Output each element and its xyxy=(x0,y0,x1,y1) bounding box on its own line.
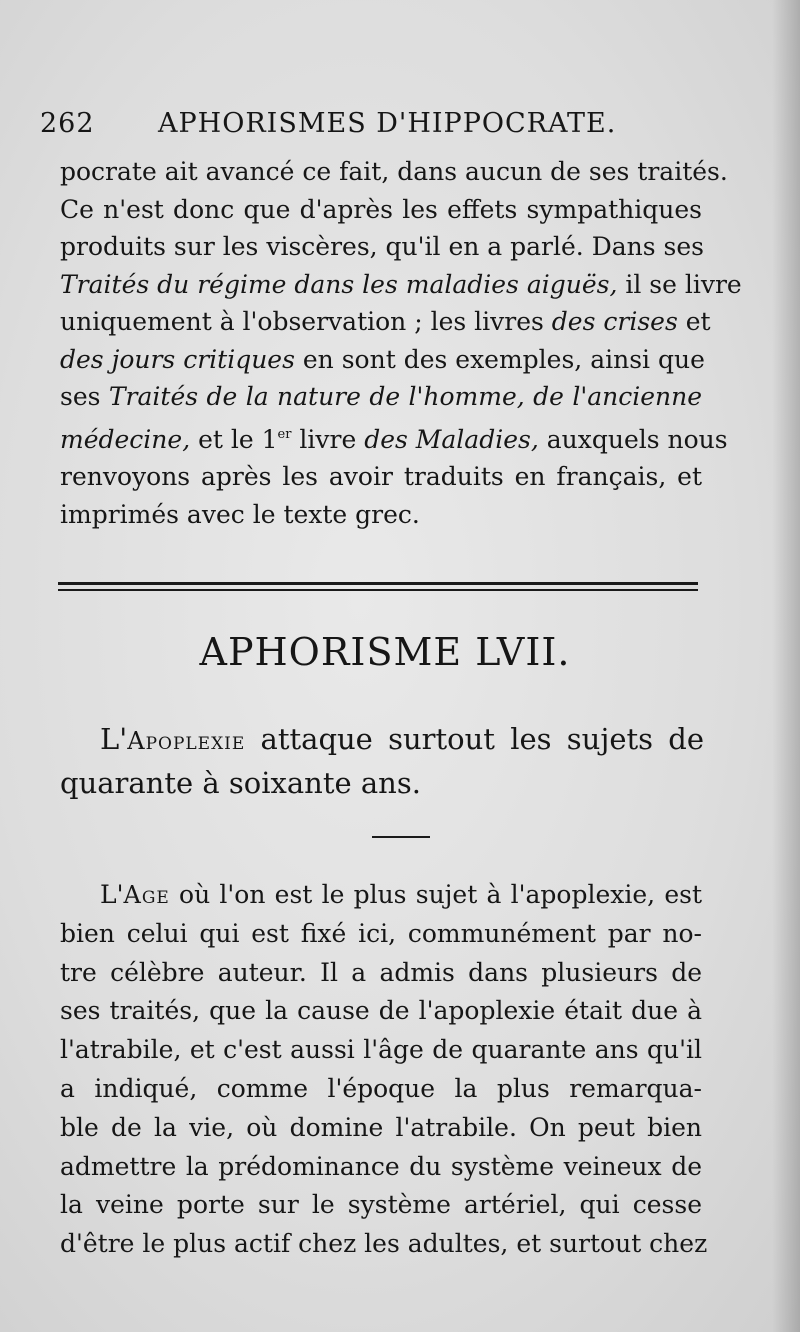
text-line: ses traités, que la cause de l'apoplexie était due à xyxy=(60,996,702,1026)
text-line: pocrate ait avancé ce fait, dans aucun de ses traités. xyxy=(60,157,728,186)
text-span: ses xyxy=(60,382,109,411)
short-rule-divider xyxy=(372,836,430,838)
page-header xyxy=(40,108,720,148)
text-span: il se livre xyxy=(617,269,742,299)
text-span: attaque surtout les sujets de xyxy=(245,722,704,756)
text-line: imprimés avec le texte grec. xyxy=(60,499,420,529)
text-line xyxy=(60,341,705,379)
text-span: auxquels nous xyxy=(538,424,728,454)
commentary-paragraph xyxy=(60,876,708,1264)
italic-title: médecine, xyxy=(60,424,191,454)
text-line xyxy=(60,876,702,915)
text-span: où l'on est le plus sujet à l'apoplexie, est xyxy=(169,880,702,909)
page-number: 262 xyxy=(40,108,95,139)
italic-title: Traités du régime dans les maladies aiguës, xyxy=(60,269,618,299)
text-line: quarante à soixante ans. xyxy=(60,766,421,800)
text-line xyxy=(60,378,702,416)
text-span: L' xyxy=(100,722,128,756)
double-rule-divider xyxy=(58,582,698,594)
text-span: L' xyxy=(100,880,124,909)
text-span: en sont des exemples, ainsi que xyxy=(294,344,705,374)
text-line: Ce n'est donc que d'après les effets sympathiques xyxy=(60,194,702,224)
text-line: admettre la prédominance du système veineux de xyxy=(60,1151,702,1181)
text-line: produits sur les viscères, qu'il en a parlé. Dans ses xyxy=(60,232,704,261)
rule-thick xyxy=(58,582,698,585)
text-line xyxy=(60,416,728,459)
small-caps-word: Age xyxy=(123,881,170,909)
text-line: l'atrabile, et c'est aussi l'âge de quarante ans qu'il xyxy=(60,1035,702,1065)
aphorism-heading: APHORISME LVII. xyxy=(199,630,571,674)
superscript: er xyxy=(277,426,292,442)
text-line: ble de la vie, où domine l'atrabile. On peut bien xyxy=(60,1112,702,1142)
text-line: renvoyons après les avoir traduits en français, et xyxy=(60,462,702,491)
aphorism-text xyxy=(60,718,704,804)
running-head: APHORISMES D'HIPPOCRATE. xyxy=(158,108,617,139)
text-span: livre xyxy=(291,424,365,454)
rule-thin xyxy=(58,589,698,591)
small-caps-word: Apoplexie xyxy=(127,727,246,755)
text-span: et xyxy=(677,307,711,336)
text-line: a indiqué, comme l'époque la plus remarqua- xyxy=(60,1073,702,1103)
text-line: d'être le plus actif chez les adultes, et surtout chez xyxy=(60,1229,708,1259)
text-line xyxy=(60,266,742,304)
text-line: tre célèbre auteur. Il a admis dans plusieurs de xyxy=(60,957,702,987)
paragraph-continuation xyxy=(60,153,742,533)
italic-title: Traités de la nature de l'homme, de l'ancienne xyxy=(108,382,702,411)
text-line: la veine porte sur le système artériel, qui cesse xyxy=(60,1190,702,1220)
text-line: bien celui qui est fixé ici, communément par no- xyxy=(60,918,702,948)
text-line xyxy=(60,718,704,762)
text-line xyxy=(60,303,711,341)
text-span: uniquement à l'observation ; les livres xyxy=(60,307,552,336)
italic-title: des Maladies, xyxy=(364,424,539,454)
page-edge-shadow xyxy=(772,0,800,1332)
text-span: et le 1 xyxy=(190,424,278,454)
italic-title: des jours critiques xyxy=(60,344,295,374)
italic-title: des crises xyxy=(551,307,678,336)
